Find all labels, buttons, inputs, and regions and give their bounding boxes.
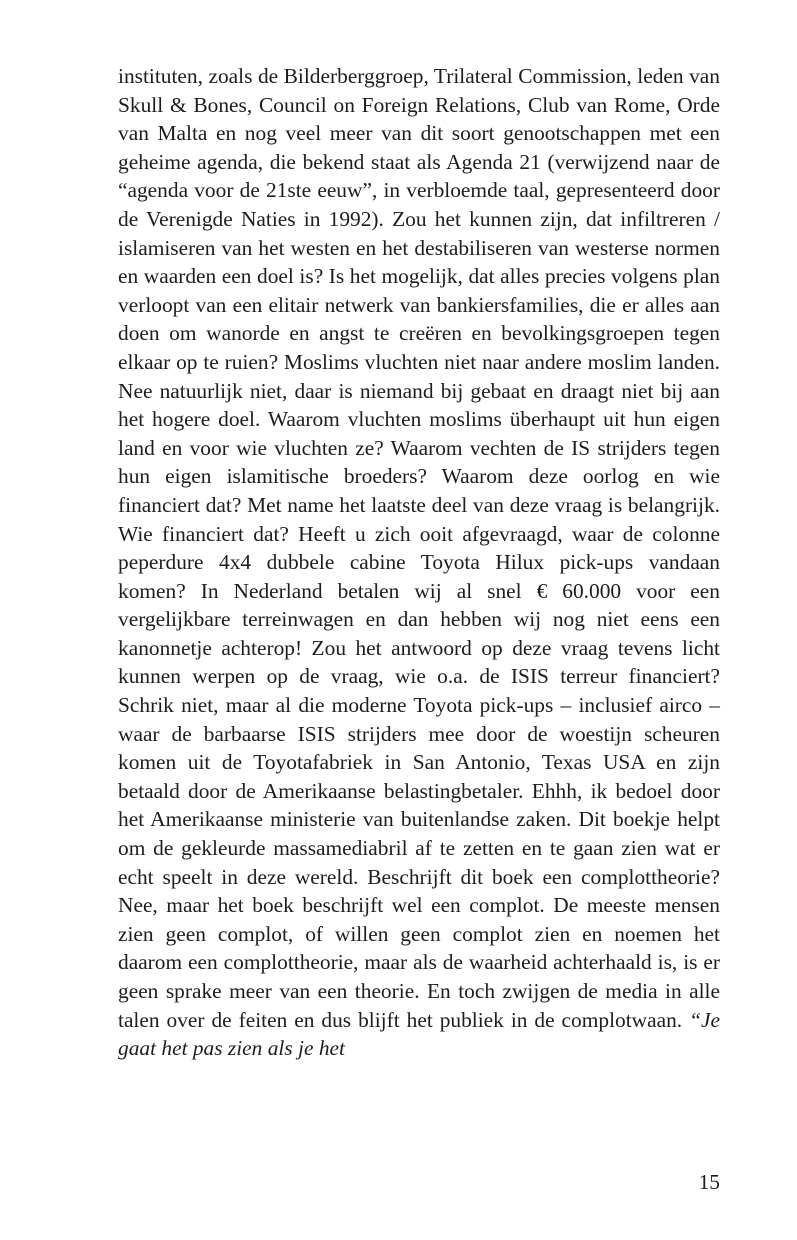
paragraph-text: instituten, zoals de Bilderberggroep, Trilateral Commission, leden van Skull & Bones, Council on Foreign Relations, Club van Rome, Orde van Malta en nog veel meer van dit soort genootschappen met een geheime agenda, die bekend staat als Agenda 21 (verwijzend naar de “agenda voor de 21ste eeuw”, in verbloemde taal, gepresenteerd door de Verenigde Naties in 1992). Zou het kunnen zijn, dat infiltreren / islamiseren van het westen en het destabiliseren van westerse normen en waarden een doel is? Is het mogelijk, dat alles precies volgens plan verloopt van een elitair netwerk van bankiersfamilies, die er alles aan doen om wanorde en angst te creëren en bevolkingsgroepen tegen elkaar op te ruien? Moslims vluchten niet naar andere moslim landen. Nee natuurlijk niet, daar is niemand bij gebaat en draagt niet bij aan het hogere doel. Waarom vluchten moslims überhaupt uit hun eigen land en voor wie vluchten ze? Waarom vechten de IS strijders tegen hun eigen islamitische broeders? Waarom deze oorlog en wie financiert dat? Met name het laatste deel van deze vraag is belangrijk. Wie financiert dat? Heeft u zich ooit afgevraagd, waar de colonne peperdure 4x4 dubbele cabine Toyota Hilux pick-ups vandaan komen? In Nederland betalen wij al snel € 60.000 voor een vergelijkbare terreinwagen en dan hebben wij nog niet eens een kanonnetje achterop! Zou het antwoord op deze vraag tevens licht kunnen werpen op de vraag, wie o.a. de ISIS terreur financiert? Schrik niet, maar al die moderne Toyota pick-ups – inclusief airco – waar de barbaarse ISIS strijders mee door de woestijn scheuren komen uit de Toyotafabriek in San Antonio, Texas USA en zijn betaald door de Amerikaanse belastingbetaler. Ehhh, ik bedoel door het Amerikaanse ministerie van buitenlandse zaken. Dit boekje helpt om de gekleurde massamediabril af te zetten en te gaan zien wat er echt speelt in deze wereld. Beschrijft dit boek een complottheorie? Nee, maar het boek beschrijft wel een complot. De meeste mensen zien geen complot, of willen geen complot zien en noemen het daarom een complottheorie, maar als de waarheid achterhaald is, is er geen sprake meer van een theorie. En toch zwijgen de media in alle talen over de feiten en dus blijft het publiek in de complotwaan. — [118, 64, 720, 1032]
body-paragraph — [118, 62, 720, 1063]
italic-quote: “Je gaat het pas zien als je het — [118, 1007, 720, 1061]
page-number: 15 — [698, 1170, 720, 1194]
